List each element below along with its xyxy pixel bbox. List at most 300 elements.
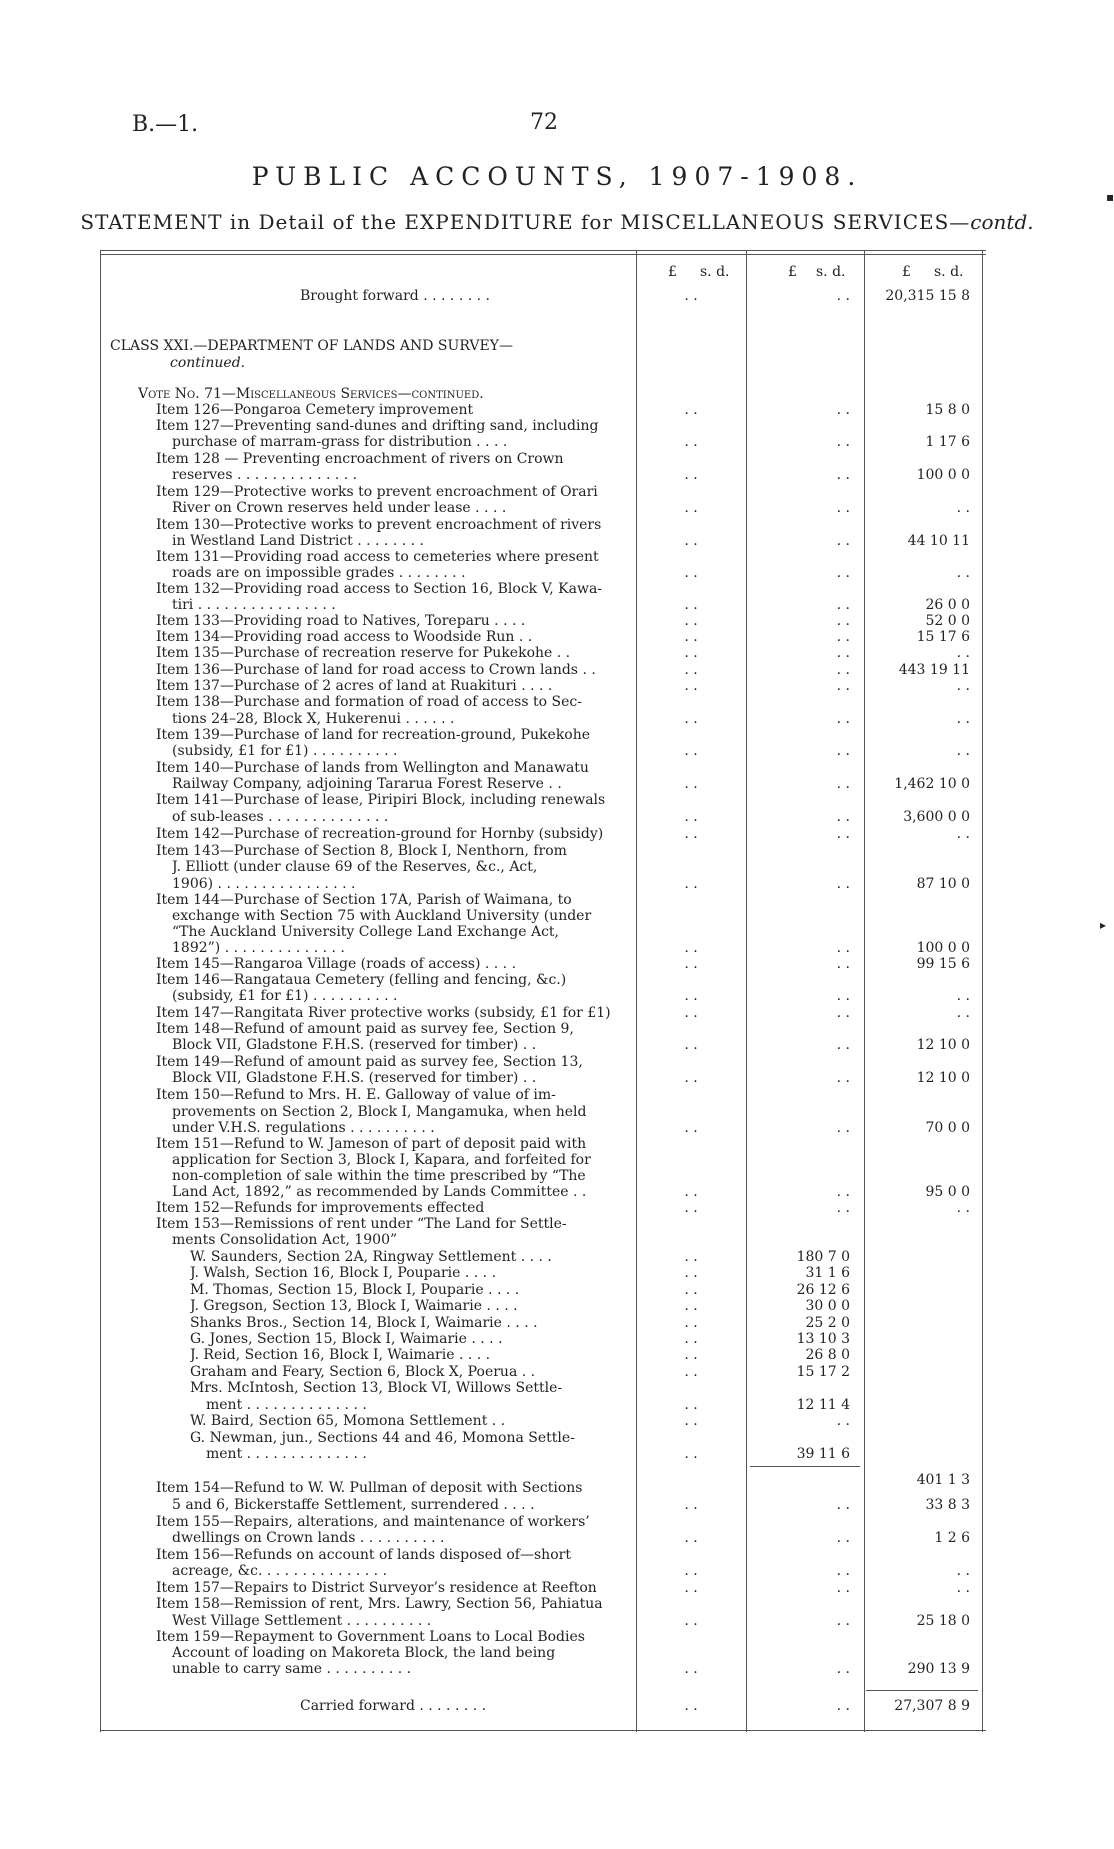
col2-amount: 30 0 0 [805, 1298, 850, 1314]
col1-amount: . . [684, 1580, 698, 1596]
col2-amount: 25 2 0 [805, 1315, 850, 1331]
row-description: Item 135—Purchase of recreation reserve for Pukekohe . . [156, 645, 571, 661]
row-description: ment . . . . . . . . . . . . . . [206, 1397, 367, 1413]
table-row [0, 1430, 1114, 1446]
col3-amount: 95 0 0 [925, 1184, 970, 1200]
row-description: “The Auckland University College Land Exchange Act, [172, 924, 559, 940]
row-description: Vote No. 71—Miscellaneous Services—continued. [138, 386, 484, 402]
table-row [0, 826, 1114, 842]
page-reference: B.—1. [132, 112, 199, 137]
col2-amount: . . [836, 467, 850, 483]
page-title: PUBLIC ACCOUNTS, 1907-1908. [251, 162, 863, 191]
table-row [0, 1087, 1114, 1103]
row-description: Item 146—Rangataua Cemetery (felling and fencing, &c.) [156, 972, 567, 988]
row-description: West Village Settlement . . . . . . . . . . [172, 1613, 432, 1629]
table-row [0, 662, 1114, 678]
row-description: Item 158—Remission of rent, Mrs. Lawry, Section 56, Pahiatua [156, 1596, 603, 1612]
table-row [0, 988, 1114, 1004]
col3-amount: 44 10 11 [907, 533, 970, 549]
col1-amount: . . [684, 1347, 698, 1363]
table-row [0, 1200, 1114, 1216]
col3-amount: 1,462 10 0 [894, 776, 970, 792]
table-row [0, 1514, 1114, 1530]
row-description: Item 140—Purchase of lands from Wellington and Manawatu [156, 760, 589, 776]
col1-amount: . . [684, 1613, 698, 1629]
table-row [0, 1613, 1114, 1629]
table-row [0, 288, 1114, 304]
table-row [0, 1380, 1114, 1396]
row-description: M. Thomas, Section 15, Block I, Pouparie . . . . [190, 1282, 520, 1298]
col2-amount: . . [836, 940, 850, 956]
table-row [0, 956, 1114, 972]
col1-amount: . . [684, 662, 698, 678]
col3-amount: 12 10 0 [916, 1070, 970, 1086]
table-row [0, 908, 1114, 924]
table-row [0, 1596, 1114, 1612]
col1-amount: . . [684, 1698, 698, 1714]
table-row [0, 1497, 1114, 1513]
col1-amount: . . [684, 1005, 698, 1021]
col3-amount: 12 10 0 [916, 1037, 970, 1053]
table-row [0, 533, 1114, 549]
table-row [0, 355, 1114, 371]
col1-amount: . . [684, 1120, 698, 1136]
row-description: G. Jones, Section 15, Block I, Waimarie . . . . [190, 1331, 503, 1347]
col1-amount: . . [684, 1298, 698, 1314]
row-description: Account of loading on Makoreta Block, the land being [172, 1645, 556, 1661]
row-description: Item 141—Purchase of lease, Piripiri Block, including renewals [156, 792, 606, 808]
table-row [0, 597, 1114, 613]
table-row [0, 1698, 1114, 1714]
col2-amount: . . [836, 662, 850, 678]
table-row [0, 1168, 1114, 1184]
table-row [0, 549, 1114, 565]
col3-amount: 25 18 0 [916, 1613, 970, 1629]
col1-amount: . . [684, 533, 698, 549]
col2-amount: . . [836, 597, 850, 613]
table-row [0, 517, 1114, 533]
table-row [0, 1580, 1114, 1596]
col2-amount: . . [836, 402, 850, 418]
row-description: ment . . . . . . . . . . . . . . [206, 1446, 367, 1462]
col3-amount: . . [956, 645, 970, 661]
col3-amount: 290 13 9 [907, 1661, 970, 1677]
table-row [0, 629, 1114, 645]
table-row [0, 1249, 1114, 1265]
row-description: Shanks Bros., Section 14, Block I, Waimarie . . . . [190, 1315, 538, 1331]
table-row [0, 1184, 1114, 1200]
col3-amount: 15 8 0 [925, 402, 970, 418]
table-row [0, 1021, 1114, 1037]
col2-amount: . . [836, 1184, 850, 1200]
col2-amount: . . [836, 1580, 850, 1596]
table-row [0, 1104, 1114, 1120]
table-row [0, 402, 1114, 418]
col1-amount: . . [684, 956, 698, 972]
row-description: Item 148—Refund of amount paid as survey fee, Section 9, [156, 1021, 574, 1037]
col3-amount: . . [956, 826, 970, 842]
row-description: J. Walsh, Section 16, Block I, Pouparie . . . . [190, 1265, 497, 1281]
col3-amount: 401 1 3 [916, 1472, 970, 1488]
col3-amount: 443 19 11 [898, 662, 970, 678]
row-description: Item 156—Refunds on account of lands disposed of—short [156, 1547, 571, 1563]
row-description: Item 153—Remissions of rent under “The Land for Settle- [156, 1216, 567, 1232]
col2-amount: . . [836, 1200, 850, 1216]
table-row [0, 386, 1114, 402]
row-description: CLASS XXI.—DEPARTMENT OF LANDS AND SURVEY— [110, 338, 513, 354]
col1-amount: . . [684, 1315, 698, 1331]
table-row [0, 1347, 1114, 1363]
col2-amount: . . [836, 956, 850, 972]
table-row [0, 1070, 1114, 1086]
table-row [0, 1037, 1114, 1053]
row-description: Item 154—Refund to W. W. Pullman of deposit with Sections [156, 1480, 583, 1496]
col2-amount: 15 17 2 [796, 1364, 850, 1380]
table-row [0, 500, 1114, 516]
row-description: reserves . . . . . . . . . . . . . . [172, 467, 358, 483]
table-row [0, 1446, 1114, 1462]
col3-amount: 1 17 6 [925, 434, 970, 450]
col1-amount: . . [684, 1282, 698, 1298]
row-description: Item 145—Rangaroa Village (roads of access) . . . . [156, 956, 517, 972]
row-description: Item 144—Purchase of Section 17A, Parish of Waimana, to [156, 892, 572, 908]
page-number: 72 [530, 110, 558, 135]
table-row [0, 678, 1114, 694]
col1-amount: . . [684, 743, 698, 759]
row-description: Item 159—Repayment to Government Loans to Local Bodies [156, 1629, 585, 1645]
col3-amount: 100 0 0 [916, 940, 970, 956]
row-description: Item 142—Purchase of recreation-ground for Hornby (subsidy) [156, 826, 604, 842]
col3-amount: 99 15 6 [916, 956, 970, 972]
table-row [0, 792, 1114, 808]
table-row [0, 694, 1114, 710]
col1-amount: . . [684, 1070, 698, 1086]
col1-amount: . . [684, 597, 698, 613]
col1-amount: . . [684, 711, 698, 727]
col3-amount: . . [956, 1200, 970, 1216]
col2-amount: . . [836, 1563, 850, 1579]
row-description: Item 130—Protective works to prevent encroachment of rivers [156, 517, 602, 533]
table-row [0, 924, 1114, 940]
col3-amount: . . [956, 1580, 970, 1596]
col2-amount: . . [836, 711, 850, 727]
col2-amount: . . [836, 613, 850, 629]
col1-amount: . . [684, 467, 698, 483]
col3-sd-header: s. d. [934, 264, 964, 280]
table-row [0, 1530, 1114, 1546]
col2-pound-header: £ [788, 264, 797, 280]
row-description: Item 138—Purchase and formation of road of access to Sec- [156, 694, 582, 710]
row-description: Item 157—Repairs to District Surveyor’s residence at Reefton [156, 1580, 597, 1596]
row-description: unable to carry same . . . . . . . . . . [172, 1661, 412, 1677]
col2-amount: . . [836, 1698, 850, 1714]
row-description: Item 152—Refunds for improvements effected [156, 1200, 485, 1216]
table-row [0, 1005, 1114, 1021]
table-row [0, 1645, 1114, 1661]
col3-amount: . . [956, 678, 970, 694]
col2-amount: . . [836, 629, 850, 645]
row-description: Land Act, 1892,” as recommended by Lands Committee . . [172, 1184, 587, 1200]
col1-amount: . . [684, 1413, 698, 1429]
col1-amount: . . [684, 645, 698, 661]
col3-amount: . . [956, 1005, 970, 1021]
col2-amount: . . [836, 1613, 850, 1629]
col3-amount: 33 8 3 [925, 1497, 970, 1513]
col2-amount: . . [836, 1037, 850, 1053]
row-description: 1892”) . . . . . . . . . . . . . . [172, 940, 345, 956]
table-row [0, 1298, 1114, 1314]
row-description: (subsidy, £1 for £1) . . . . . . . . . . [172, 743, 398, 759]
col3-amount: 70 0 0 [925, 1120, 970, 1136]
col2-amount: . . [836, 434, 850, 450]
row-description: Item 131—Providing road access to cemeteries where present [156, 549, 599, 565]
table-row [0, 1282, 1114, 1298]
col1-amount: . . [684, 1530, 698, 1546]
row-description: Item 132—Providing road access to Section 16, Block V, Kawa- [156, 581, 603, 597]
subtotal-rule [750, 1466, 860, 1467]
row-description: application for Section 3, Block I, Kapara, and forfeited for [172, 1152, 591, 1168]
col2-sd-header: s. d. [816, 264, 846, 280]
table-row [0, 1480, 1114, 1496]
table-row [0, 1120, 1114, 1136]
col2-amount: . . [836, 645, 850, 661]
table-row [0, 645, 1114, 661]
table-row [0, 892, 1114, 908]
col2-amount: . . [836, 288, 850, 304]
row-description: tiri . . . . . . . . . . . . . . . . [172, 597, 336, 613]
table-row [0, 1136, 1114, 1152]
col2-amount: . . [836, 776, 850, 792]
row-description: Block VII, Gladstone F.H.S. (reserved for timber) . . [172, 1070, 537, 1086]
row-description: Item 128 — Preventing encroachment of rivers on Crown [156, 451, 564, 467]
row-description: 5 and 6, Bickerstaffe Settlement, surrendered . . . . [172, 1497, 535, 1513]
col1-amount: . . [684, 1331, 698, 1347]
col2-amount: 26 12 6 [796, 1282, 850, 1298]
table-row [0, 876, 1114, 892]
col2-amount: 39 11 6 [796, 1446, 850, 1462]
col3-amount: 26 0 0 [925, 597, 970, 613]
row-description: Item 155—Repairs, alterations, and maintenance of workers’ [156, 1514, 590, 1530]
col1-amount: . . [684, 988, 698, 1004]
table-row [0, 1216, 1114, 1232]
table-row [0, 451, 1114, 467]
col3-amount: 20,315 15 8 [885, 288, 970, 304]
row-description: River on Crown reserves held under lease . . . . [172, 500, 507, 516]
subtitle-main: STATEMENT in Detail of the EXPENDITURE for MISCELLANEOUS SERVICES— [80, 210, 971, 234]
table-row [0, 1629, 1114, 1645]
table-row [0, 1315, 1114, 1331]
col1-amount: . . [684, 876, 698, 892]
row-description: Item 126—Pongaroa Cemetery improvement [156, 402, 474, 418]
col1-amount: . . [684, 1184, 698, 1200]
col1-amount: . . [684, 1200, 698, 1216]
edge-mark: ▸ [1100, 918, 1107, 932]
col1-amount: . . [684, 1661, 698, 1677]
col1-amount: . . [684, 1497, 698, 1513]
col3-amount: . . [956, 500, 970, 516]
col3-amount: 1 2 6 [934, 1530, 970, 1546]
table-top-rule [100, 250, 986, 251]
table-row [0, 1547, 1114, 1563]
table-row [0, 1563, 1114, 1579]
col3-amount: 15 17 6 [916, 629, 970, 645]
col2-amount: . . [836, 1497, 850, 1513]
col2-amount: . . [836, 826, 850, 842]
row-description: Graham and Feary, Section 6, Block X, Poerua . . [190, 1364, 536, 1380]
col3-amount: 3,600 0 0 [903, 809, 970, 825]
row-description: Mrs. McIntosh, Section 13, Block VI, Willows Settle- [190, 1380, 563, 1396]
table-row [0, 581, 1114, 597]
col1-amount: . . [684, 826, 698, 842]
col3-amount: 52 0 0 [925, 613, 970, 629]
row-description: Item 139—Purchase of land for recreation-ground, Pukekohe [156, 727, 591, 743]
col2-amount: . . [836, 1070, 850, 1086]
col2-amount: . . [836, 1413, 850, 1429]
row-description: Brought forward . . . . . . . . [300, 288, 490, 304]
table-row [0, 711, 1114, 727]
row-description: Item 129—Protective works to prevent encroachment of Orari [156, 484, 598, 500]
col1-amount: . . [684, 565, 698, 581]
col3-amount: 87 10 0 [916, 876, 970, 892]
col2-amount: . . [836, 743, 850, 759]
row-description: Item 149—Refund of amount paid as survey fee, Section 13, [156, 1054, 583, 1070]
col2-amount: . . [836, 809, 850, 825]
row-description: Block VII, Gladstone F.H.S. (reserved for timber) . . [172, 1037, 537, 1053]
table-row [0, 1661, 1114, 1677]
table-row [0, 1364, 1114, 1380]
col1-amount: . . [684, 1397, 698, 1413]
col1-amount: . . [684, 1249, 698, 1265]
row-description: dwellings on Crown lands . . . . . . . . . . [172, 1530, 445, 1546]
row-description: provements on Section 2, Block I, Mangamuka, when held [172, 1104, 587, 1120]
table-bottom-rule [100, 1730, 986, 1731]
table-row [0, 760, 1114, 776]
col2-amount: 12 11 4 [796, 1397, 850, 1413]
table-row [0, 1152, 1114, 1168]
row-description: tions 24–28, Block X, Hukerenui . . . . . . [172, 711, 455, 727]
col3-amount: . . [956, 988, 970, 1004]
table-row [0, 418, 1114, 434]
table-row [0, 338, 1114, 354]
table-row [0, 613, 1114, 629]
col2-amount: . . [836, 876, 850, 892]
table-row [0, 434, 1114, 450]
row-description: Item 134—Providing road access to Woodside Run . . [156, 629, 533, 645]
row-description: in Westland Land District . . . . . . . . [172, 533, 424, 549]
row-description: 1906) . . . . . . . . . . . . . . . . [172, 876, 356, 892]
table-row [0, 484, 1114, 500]
subtitle-contd: contd. [970, 210, 1034, 234]
col3-amount: 100 0 0 [916, 467, 970, 483]
col1-amount: . . [684, 1446, 698, 1462]
table-row [0, 1265, 1114, 1281]
row-description: J. Reid, Section 16, Block I, Waimarie . . . . [190, 1347, 491, 1363]
row-description: Item 133—Providing road to Natives, Toreparu . . . . [156, 613, 526, 629]
row-description: exchange with Section 75 with Auckland University (under [172, 908, 592, 924]
col1-amount: . . [684, 678, 698, 694]
table-row [0, 565, 1114, 581]
col3-amount: . . [956, 1563, 970, 1579]
col1-pound-header: £ [668, 264, 677, 280]
row-description: (subsidy, £1 for £1) . . . . . . . . . . [172, 988, 398, 1004]
table-row [0, 1331, 1114, 1347]
col1-amount: . . [684, 500, 698, 516]
col3-pound-header: £ [902, 264, 911, 280]
table-row [0, 1232, 1114, 1248]
total-rule [866, 1690, 978, 1691]
table-row [0, 776, 1114, 792]
table-row [0, 743, 1114, 759]
row-description: non-completion of sale within the time prescribed by “The [172, 1168, 586, 1184]
row-description: Item 143—Purchase of Section 8, Block I, Nenthorn, from [156, 843, 567, 859]
table-row [0, 843, 1114, 859]
col2-amount: . . [836, 1530, 850, 1546]
col2-amount: 13 10 3 [796, 1331, 850, 1347]
col2-amount: . . [836, 565, 850, 581]
col1-amount: . . [684, 776, 698, 792]
row-description: roads are on impossible grades . . . . . . . . [172, 565, 466, 581]
col1-amount: . . [684, 1037, 698, 1053]
row-description: W. Baird, Section 65, Momona Settlement . . [190, 1413, 506, 1429]
row-description: G. Newman, jun., Sections 44 and 46, Momona Settle- [190, 1430, 575, 1446]
col1-amount: . . [684, 809, 698, 825]
col3-amount: . . [956, 711, 970, 727]
col1-amount: . . [684, 1563, 698, 1579]
row-description: of sub-leases . . . . . . . . . . . . . . [172, 809, 389, 825]
row-description: Railway Company, adjoining Tararua Forest Reserve . . [172, 776, 562, 792]
row-description: ments Consolidation Act, 1900” [172, 1232, 398, 1248]
table-row [0, 940, 1114, 956]
col1-sd-header: s. d. [700, 264, 730, 280]
col2-amount: . . [836, 988, 850, 1004]
row-description: Item 147—Rangitata River protective works (subsidy, £1 for £1) [156, 1005, 611, 1021]
col1-amount: . . [684, 629, 698, 645]
col2-amount: 31 1 6 [805, 1265, 850, 1281]
table-row [0, 1397, 1114, 1413]
col1-amount: . . [684, 1265, 698, 1281]
col3-amount: 27,307 8 9 [894, 1698, 970, 1714]
col2-amount: 26 8 0 [805, 1347, 850, 1363]
col2-amount: . . [836, 1120, 850, 1136]
col2-amount: . . [836, 678, 850, 694]
col1-amount: . . [684, 1364, 698, 1380]
row-description: Item 151—Refund to W. Jameson of part of deposit paid with [156, 1136, 587, 1152]
col2-amount: . . [836, 1005, 850, 1021]
table-row [0, 1054, 1114, 1070]
col3-amount: . . [956, 743, 970, 759]
col3-amount: . . [956, 565, 970, 581]
row-description: J. Gregson, Section 13, Block I, Waimarie . . . . [190, 1298, 518, 1314]
table-top-rule-double [100, 254, 986, 255]
col2-amount: . . [836, 1661, 850, 1677]
row-description: Item 150—Refund to Mrs. H. E. Galloway of value of im- [156, 1087, 556, 1103]
table-row [0, 1413, 1114, 1429]
col1-amount: . . [684, 288, 698, 304]
col2-amount: . . [836, 500, 850, 516]
table-row [0, 727, 1114, 743]
row-description: Item 127—Preventing sand-dunes and drifting sand, including [156, 418, 599, 434]
row-description: Item 136—Purchase of land for road access to Crown lands . . [156, 662, 596, 678]
row-description: J. Elliott (under clause 69 of the Reserves, &c., Act, [172, 859, 538, 875]
statement-subtitle [0, 210, 1114, 234]
edge-mark: ▪ [1106, 190, 1114, 204]
col1-amount: . . [684, 402, 698, 418]
row-description: W. Saunders, Section 2A, Ringway Settlement . . . . [190, 1249, 552, 1265]
table-row [0, 809, 1114, 825]
col1-amount: . . [684, 613, 698, 629]
col1-amount: . . [684, 940, 698, 956]
row-description: purchase of marram-grass for distribution . . . . [172, 434, 508, 450]
